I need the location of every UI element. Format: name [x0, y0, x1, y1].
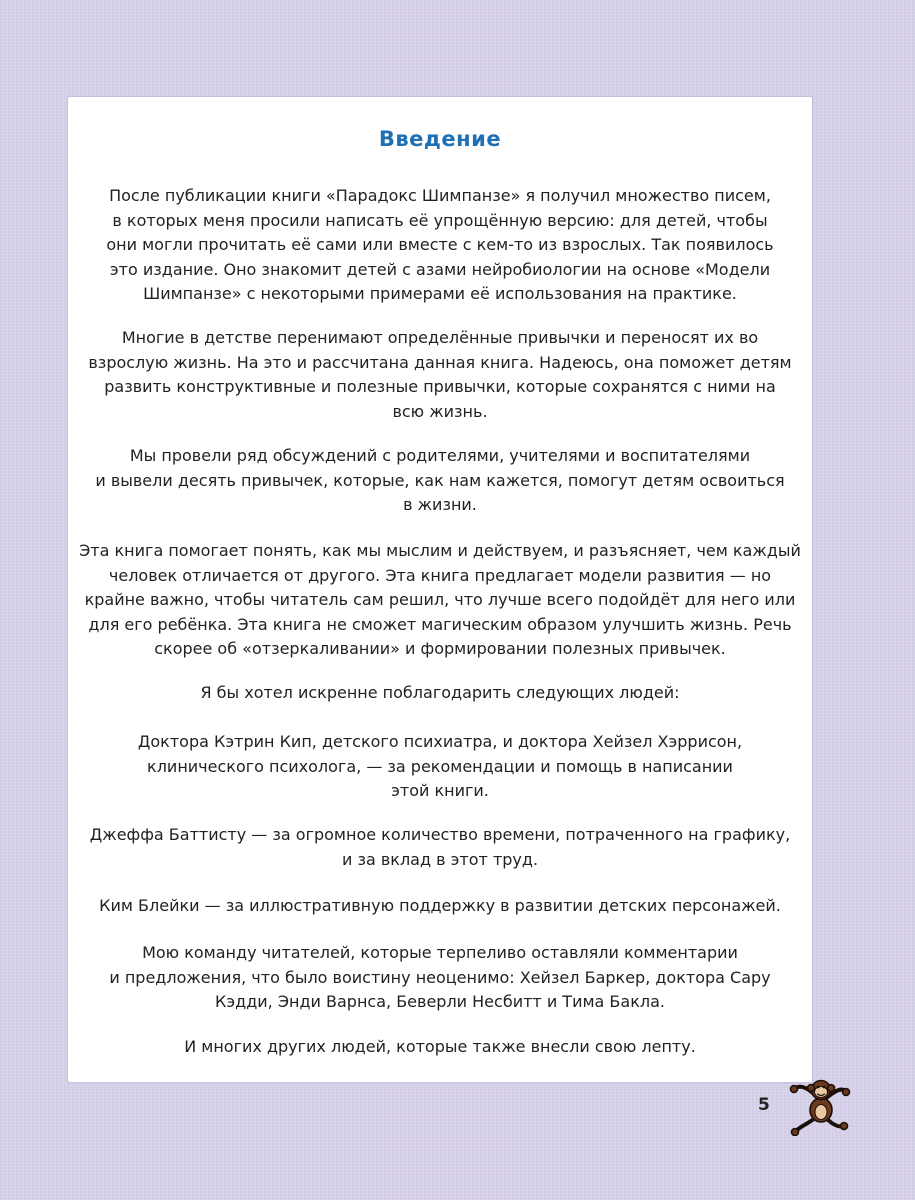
acknowledgement-doctors — [70, 730, 810, 804]
intro-paragraph-discussions — [70, 444, 810, 518]
text-line: в которых меня просили написать её упрощённую версию: для детей, чтобы — [112, 210, 768, 230]
intro-paragraph-about-book — [70, 539, 810, 662]
chimp-mascot-icon — [786, 1076, 852, 1136]
text-line: они могли прочитать её сами или вместе с кем-то из взрослых. Так появилось — [106, 235, 774, 254]
text-line: Эта книга помогает понять, как мы мыслим и действуем, и разъясняет, чем каждый — [79, 541, 801, 560]
acknowledgement-illustrations — [70, 894, 810, 919]
acknowledgement-graphics — [70, 823, 810, 872]
text-line: и предложения, что было воистину неоценимо: Хейзел Баркер, доктора Сару — [109, 967, 771, 987]
text-line: взрослую жизнь. На это и рассчитана данная книга. Надеюсь, она поможет детям — [88, 352, 792, 372]
text-line: всю жизнь. — [392, 401, 488, 421]
text-line: развить конструктивные и полезные привычки, которые сохранятся с ними на — [104, 377, 776, 396]
text-line: И многих других людей, которые также внесли свою лепту. — [184, 1037, 696, 1056]
text-line: скорее об «отзеркаливании» и формировании полезных привычек. — [154, 639, 726, 658]
text-line: человек отличается от другого. Эта книга предлагает модели развития — но — [108, 565, 772, 585]
acknowledgement-readers — [70, 941, 810, 1015]
text-line: клинического психолога, — за рекомендации и помощь в написании — [147, 756, 733, 776]
text-line: Мою команду читателей, которые терпеливо оставляли комментарии — [142, 943, 738, 962]
intro-paragraph-habits — [70, 326, 810, 424]
text-line: Многие в детстве перенимают определённые привычки и переносят их во — [121, 328, 759, 347]
text-line: Кэдди, Энди Варнса, Беверли Несбитт и Тима Бакла. — [215, 992, 665, 1011]
text-line: Джеффа Баттисту — за огромное количество времени, потраченного на графику, — [89, 825, 791, 844]
intro-paragraph-publication — [70, 184, 810, 307]
text-line: После публикации книги «Парадокс Шимпанзе» я получил множество писем, — [109, 186, 771, 205]
text-line: это издание. Оно знакомит детей с азами нейробиологии на основе «Модели — [109, 259, 771, 279]
text-line: Доктора Кэтрин Кип, детского психиатра, и доктора Хейзел Хэррисон, — [137, 732, 743, 751]
text-line: Ким Блейки — за иллюстративную поддержку в развитии детских персонажей. — [99, 896, 781, 915]
acknowledgement-others — [70, 1035, 810, 1060]
text-line: и за вклад в этот труд. — [341, 849, 539, 869]
acknowledgements-intro — [70, 681, 810, 706]
text-line: Шимпанзе» с некоторыми примерами её использования на практике. — [143, 284, 737, 303]
text-line: для его ребёнка. Эта книга не сможет магическим образом улучшить жизнь. Речь — [88, 614, 792, 634]
text-line: в жизни. — [403, 495, 477, 514]
text-line: и вывели десять привычек, которые, как нам кажется, помогут детям освоиться — [95, 470, 785, 490]
text-line: этой книги. — [391, 781, 489, 800]
text-line: крайне важно, чтобы читатель сам решил, что лучше всего подойдёт для него или — [84, 590, 796, 609]
page-number: 5 — [758, 1095, 770, 1115]
text-line: Мы провели ряд обсуждений с родителями, учителями и воспитателями — [129, 446, 751, 465]
text-line: Я бы хотел искренне поблагодарить следующих людей: — [200, 683, 680, 702]
page-title: Введение — [378, 127, 502, 151]
